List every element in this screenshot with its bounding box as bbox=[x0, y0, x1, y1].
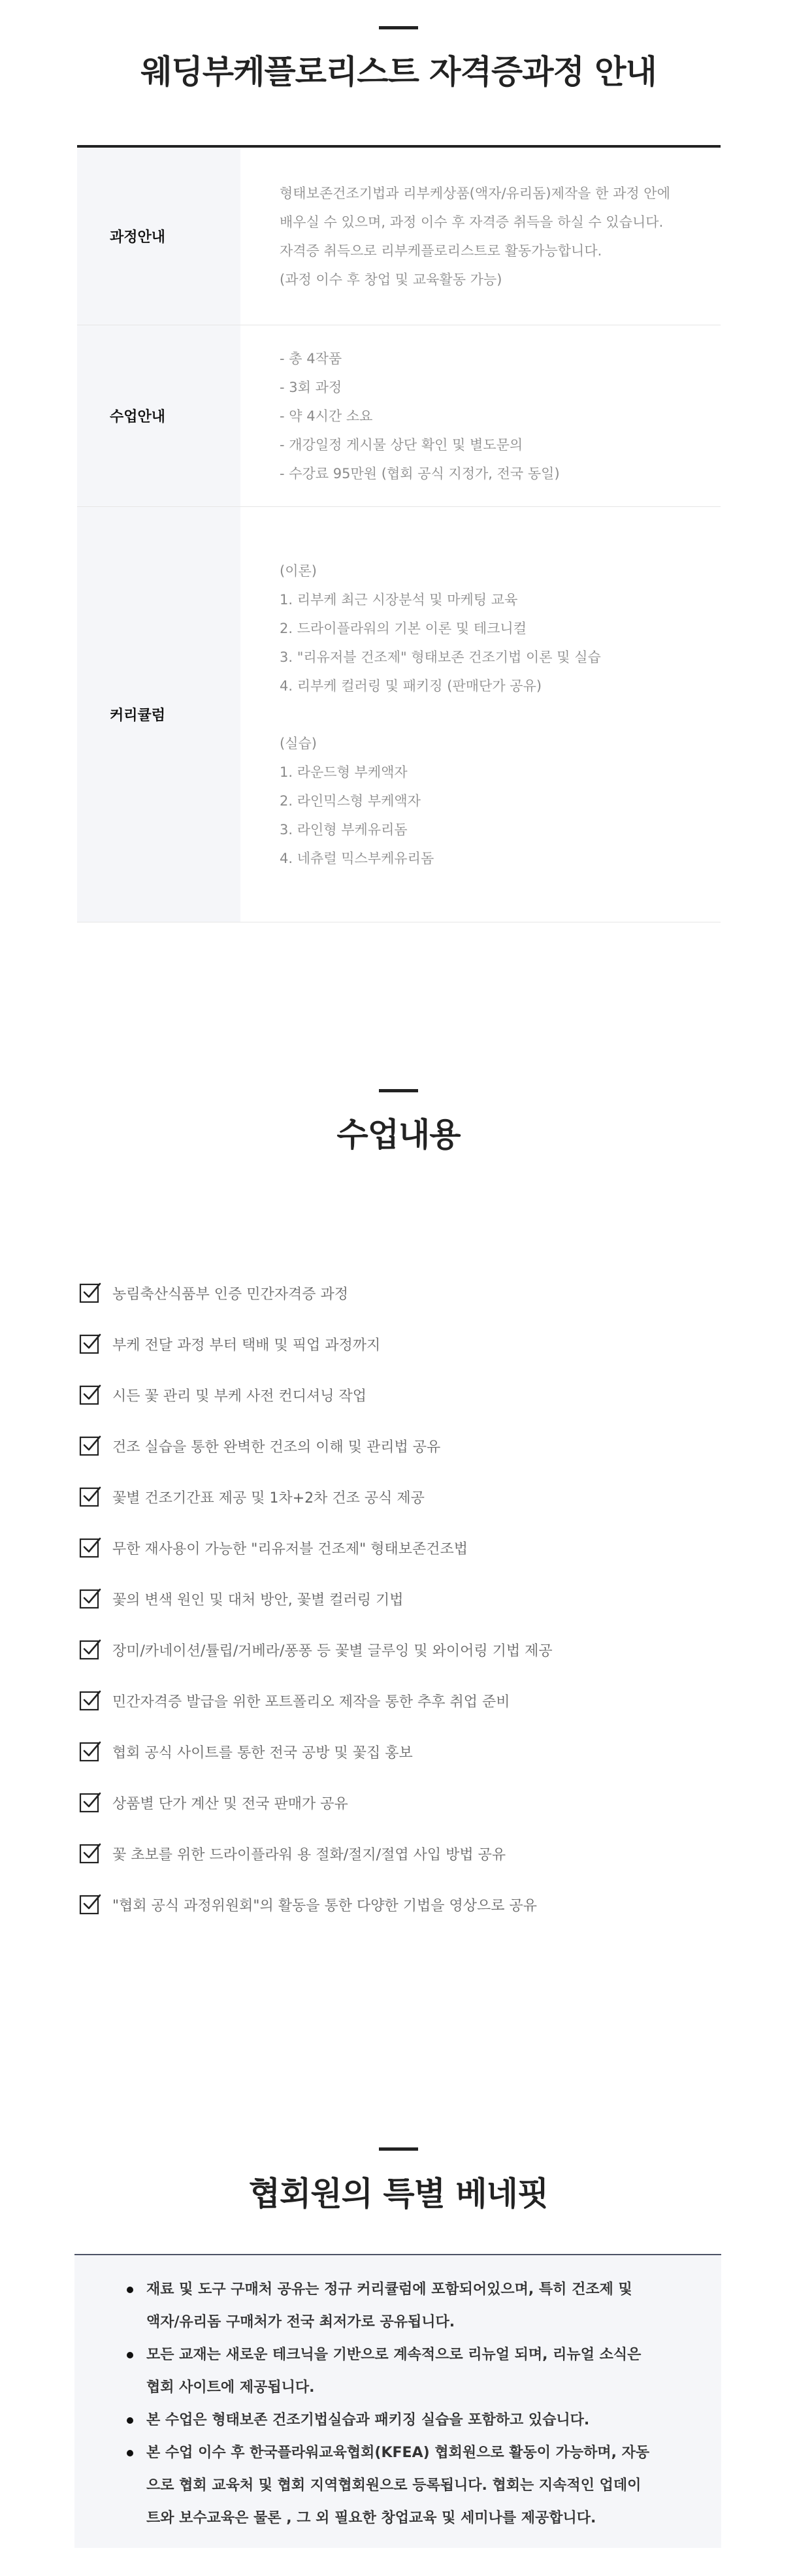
blank-line bbox=[280, 700, 721, 729]
text-line: 3. "리유저블 건조제" 형태보존 건조기법 이론 및 실습 bbox=[280, 649, 601, 665]
text-line: - 개강일정 게시물 상단 확인 및 별도문의 bbox=[280, 436, 523, 453]
list-item-text: 꽃 초보를 위한 드라이플라워 용 절화/절지/절엽 사입 방법 공유 bbox=[112, 1846, 506, 1863]
text-line: 1. 리부케 최근 시장분석 및 마케팅 교육 bbox=[280, 591, 518, 608]
checkbox-checked-icon bbox=[78, 1842, 102, 1865]
checkbox-checked-icon bbox=[78, 1638, 102, 1661]
list-item bbox=[78, 1267, 732, 1318]
benefit-text-line: 트와 보수교육은 물론 , 그 외 필요한 창업교육 및 세미나를 제공합니다. bbox=[146, 2510, 596, 2526]
list-item-text: 부케 전달 과정 부터 택배 및 픽업 과정까지 bbox=[112, 1337, 381, 1354]
checkbox-checked-icon bbox=[78, 1383, 102, 1407]
section-divider-bar bbox=[379, 2147, 418, 2151]
list-item bbox=[78, 1522, 732, 1573]
benefit-item bbox=[127, 2437, 702, 2535]
benefit-text-line: 본 수업 이수 후 한국플라워교육협회(KFEA) 협회원으로 활동이 가능하며, 자동 bbox=[146, 2445, 650, 2461]
benefit-text-line: 으로 협회 교육처 및 협회 지역협회원으로 등록됩니다. 협회는 지속적인 업데이 bbox=[146, 2477, 642, 2494]
list-item bbox=[78, 1318, 732, 1369]
class-section-title: 수업내용 bbox=[336, 1116, 461, 1154]
list-item bbox=[78, 1369, 732, 1420]
section-divider-bar bbox=[379, 26, 418, 29]
benefit-item bbox=[127, 2339, 702, 2404]
list-item bbox=[78, 1471, 732, 1522]
class-checklist bbox=[78, 1267, 732, 1930]
benefit-text-line: 액자/유리돔 구매처가 전국 최저가로 공유됩니다. bbox=[146, 2314, 455, 2330]
checkbox-checked-icon bbox=[78, 1689, 102, 1712]
text-line: (이론) bbox=[280, 562, 317, 579]
list-item bbox=[78, 1624, 732, 1675]
text-line: 2. 드라이플라워의 기본 이론 및 테크니컬 bbox=[280, 620, 527, 636]
list-item bbox=[78, 1675, 732, 1726]
list-item bbox=[78, 1777, 732, 1828]
section-divider-bar bbox=[379, 1089, 418, 1092]
list-item-text: 꽃의 변색 원인 및 대처 방안, 꽃별 컬러링 기법 bbox=[112, 1591, 404, 1608]
checkbox-checked-icon bbox=[78, 1434, 102, 1458]
list-item bbox=[78, 1420, 732, 1471]
row-content bbox=[240, 325, 721, 506]
text-line: (실습) bbox=[280, 735, 317, 751]
benefit-text-line: 모든 교재는 새로운 테크닉을 기반으로 계속적으로 리뉴얼 되며, 리뉴얼 소식은 bbox=[146, 2347, 642, 2363]
list-item-text: 상품별 단가 계산 및 전국 판매가 공유 bbox=[112, 1795, 348, 1812]
benefit-text-line: 재료 및 도구 구매처 공유는 정규 커리큘럼에 포함되어있으며, 특히 건조제 및 bbox=[146, 2281, 632, 2298]
checkbox-checked-icon bbox=[78, 1893, 102, 1916]
text-line: - 약 4시간 소요 bbox=[280, 408, 373, 424]
list-item bbox=[78, 1573, 732, 1624]
text-line: 3. 라인형 부케유리돔 bbox=[280, 821, 408, 838]
text-line: 형태보존건조기법과 리부케상품(액자/유리돔)제작을 한 과정 안에 bbox=[280, 185, 670, 201]
list-item-text: 시든 꽃 관리 및 부케 사전 컨디셔닝 작업 bbox=[112, 1388, 366, 1405]
list-item-text: 협회 공식 사이트를 통한 전국 공방 및 꽃집 홍보 bbox=[112, 1744, 413, 1761]
checkbox-checked-icon bbox=[78, 1332, 102, 1356]
list-item-text: 농림축산식품부 인증 민간자격증 과정 bbox=[112, 1286, 349, 1303]
checkbox-checked-icon bbox=[78, 1791, 102, 1814]
list-item-text: 꽃별 건조기간표 제공 및 1차+2차 건조 공식 제공 bbox=[112, 1490, 425, 1507]
checkbox-checked-icon bbox=[78, 1485, 102, 1508]
course-section-title: 웨딩부케플로리스트 자격증과정 안내 bbox=[140, 53, 657, 91]
list-item-text: 무한 재사용이 가능한 "리유저블 건조제" 형태보존건조법 bbox=[112, 1541, 468, 1557]
course-info-table bbox=[77, 145, 721, 922]
text-line: (과정 이수 후 창업 및 교육활동 가능) bbox=[280, 271, 502, 287]
row-content bbox=[240, 507, 721, 922]
table-row bbox=[77, 148, 721, 325]
list-item bbox=[78, 1726, 732, 1777]
text-line: 2. 라인믹스형 부케액자 bbox=[280, 792, 421, 809]
list-item bbox=[78, 1879, 732, 1930]
list-item bbox=[78, 1828, 732, 1879]
row-label: 커리큘럼 bbox=[77, 507, 240, 922]
text-line: - 3회 과정 bbox=[280, 379, 342, 395]
list-item-text: 건조 실습을 통한 완벽한 건조의 이해 및 관리법 공유 bbox=[112, 1439, 441, 1456]
benefit-section-title: 협회원의 특별 베네핏 bbox=[248, 2175, 549, 2213]
text-line: 1. 라운드형 부케액자 bbox=[280, 764, 408, 780]
text-line: 4. 리부케 컬러링 및 패키징 (판매단가 공유) bbox=[280, 677, 542, 694]
checkbox-checked-icon bbox=[78, 1587, 102, 1610]
benefit-text-line: 협회 사이트에 제공됩니다. bbox=[146, 2379, 315, 2396]
text-line: 4. 네츄럴 믹스부케유리돔 bbox=[280, 850, 434, 866]
benefit-item bbox=[127, 2404, 702, 2437]
checkbox-checked-icon bbox=[78, 1281, 102, 1305]
benefit-box bbox=[74, 2254, 721, 2548]
table-row bbox=[77, 507, 721, 922]
text-line: - 총 4작품 bbox=[280, 350, 342, 367]
checkbox-checked-icon bbox=[78, 1740, 102, 1763]
row-label: 과정안내 bbox=[77, 148, 240, 325]
checkbox-checked-icon bbox=[78, 1536, 102, 1559]
list-item-text: 민간자격증 발급을 위한 포트폴리오 제작을 통한 추후 취업 준비 bbox=[112, 1693, 510, 1710]
list-item-text: "협회 공식 과정위원회"의 활동을 통한 다양한 기법을 영상으로 공유 bbox=[112, 1897, 537, 1914]
list-item-text: 장미/카네이션/튤립/거베라/퐁퐁 등 꽃별 글루잉 및 와이어링 기법 제공 bbox=[112, 1642, 553, 1659]
text-line: - 수강료 95만원 (협회 공식 지정가, 전국 동일) bbox=[280, 465, 560, 481]
benefit-text-line: 본 수업은 형태보존 건조기법실습과 패키징 실습을 포함하고 있습니다. bbox=[146, 2412, 590, 2428]
row-content bbox=[240, 148, 721, 325]
row-label: 수업안내 bbox=[77, 325, 240, 506]
benefit-item bbox=[127, 2274, 702, 2339]
text-line: 배우실 수 있으며, 과정 이수 후 자격증 취득을 하실 수 있습니다. bbox=[280, 214, 664, 230]
table-row bbox=[77, 325, 721, 507]
text-line: 자격증 취득으로 리부케플로리스트로 활동가능합니다. bbox=[280, 242, 602, 259]
